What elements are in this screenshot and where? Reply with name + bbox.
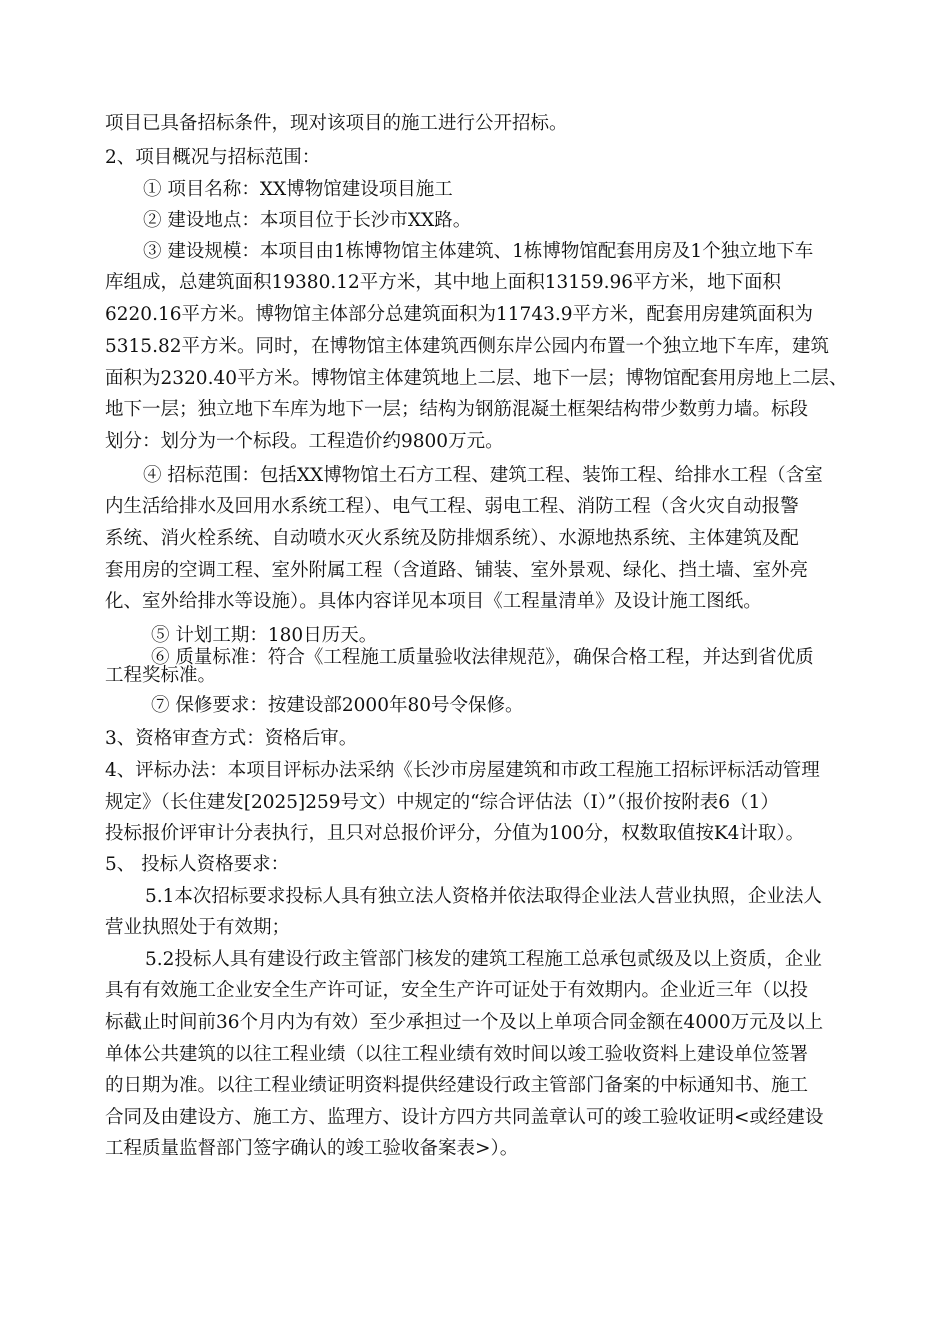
section-heading: 4、评标办法：本项目评标办法采纳《长沙市房屋建筑和市政工程施工招标评标活动管理	[105, 760, 820, 781]
paragraph-line: 划分：划分为一个标段。工程造价约9800万元。	[105, 431, 504, 452]
paragraph-line: 内生活给排水及回用水系统工程）、电气工程、弱电工程、消防工程（含火灾自动报警	[105, 496, 799, 517]
paragraph-line: 营业执照处于有效期；	[105, 917, 291, 938]
paragraph-line: 单体公共建筑的以往工程业绩（以往工程业绩有效时间以竣工验收资料上建设单位签署	[105, 1044, 809, 1065]
section-heading: 3、资格审查方式：资格后审。	[105, 728, 358, 749]
list-item: 5.2投标人具有建设行政主管部门核发的建筑工程施工总承包贰级及以上资质，企业	[145, 949, 822, 970]
paragraph-line: 地下一层；独立地下车库为地下一层；结构为钢筋混凝土框架结构带少数剪力墙。标段	[105, 399, 809, 420]
paragraph-line: 面积为2320.40平方米。博物馆主体建筑地上二层、地下一层；博物馆配套用房地上二层、	[105, 368, 848, 389]
paragraph-line: 项目已具备招标条件，现对该项目的施工进行公开招标。	[105, 113, 568, 134]
paragraph-line: 投标报价评审计分表执行，且只对总报价评分，分值为100分，权数取值按K4计取）。	[105, 823, 805, 844]
paragraph-line: 6220.16平方米。博物馆主体部分总建筑面积为11743.9平方米，配套用房建筑面积为	[105, 304, 814, 325]
list-item: ⑦ 保修要求：按建设部2000年80号令保修。	[151, 695, 524, 716]
list-item: ① 项目名称：XX博物馆建设项目施工	[143, 179, 453, 200]
section-heading: 2、项目概况与招标范围：	[105, 147, 321, 168]
paragraph-line: 规定》（长住建发[2025]259号文）中规定的“综合评估法（Ⅰ）”（报价按附表6（1）	[105, 792, 779, 813]
list-item: 5.1本次招标要求投标人具有独立法人资格并依法取得企业法人营业执照，企业法人	[145, 886, 822, 907]
paragraph-line: 套用房的空调工程、室外附属工程（含道路、铺装、室外景观、绿化、挡土墙、室外亮	[105, 560, 809, 581]
list-item: ③ 建设规模：本项目由1栋博物馆主体建筑、1栋博物馆配套用房及1个独立地下车	[143, 241, 814, 262]
paragraph-line: 工程质量监督部门签字确认的竣工验收备案表>）。	[105, 1138, 519, 1159]
paragraph-line: 的日期为准。以往工程业绩证明资料提供经建设行政主管部门备案的中标通知书、施工	[105, 1075, 809, 1096]
paragraph-line: 具有有效施工企业安全生产许可证，安全生产许可证处于有效期内。企业近三年（以投	[105, 980, 809, 1001]
list-item: ② 建设地点：本项目位于长沙市XX路。	[143, 210, 472, 231]
paragraph-line: 库组成，总建筑面积19380.12平方米，其中地上面积13159.96平方米，地下面积	[105, 272, 782, 293]
list-item: ④ 招标范围：包括XX博物馆土石方工程、建筑工程、装饰工程、给排水工程（含室	[143, 465, 823, 486]
paragraph-line: 化、室外给排水等设施）。具体内容详见本项目《工程量清单》及设计施工图纸。	[105, 591, 762, 612]
list-item: ⑤ 计划工期：180日历天。	[151, 625, 378, 646]
paragraph-line: 系统、消火栓系统、自动喷水灭火系统及防排烟系统）、水源地热系统、主体建筑及配	[105, 528, 799, 549]
paragraph-line: 标截止时间前36个月内为有效）至少承担过一个及以上单项合同金额在4000万元及以上	[105, 1012, 824, 1033]
paragraph-line: 合同及由建设方、施工方、监理方、设计方四方共同盖章认可的竣工验收证明<或经建设	[105, 1107, 824, 1128]
paragraph-line: 5315.82平方米。同时，在博物馆主体建筑西侧东岸公园内布置一个独立地下车库，建筑	[105, 336, 830, 357]
section-heading: 5、 投标人资格要求：	[105, 854, 290, 875]
paragraph-line: 工程奖标准。	[105, 665, 217, 686]
list-item: ⑥ 质量标准：符合《工程施工质量验收法律规范》，确保合格工程，并达到省优质	[151, 647, 814, 668]
